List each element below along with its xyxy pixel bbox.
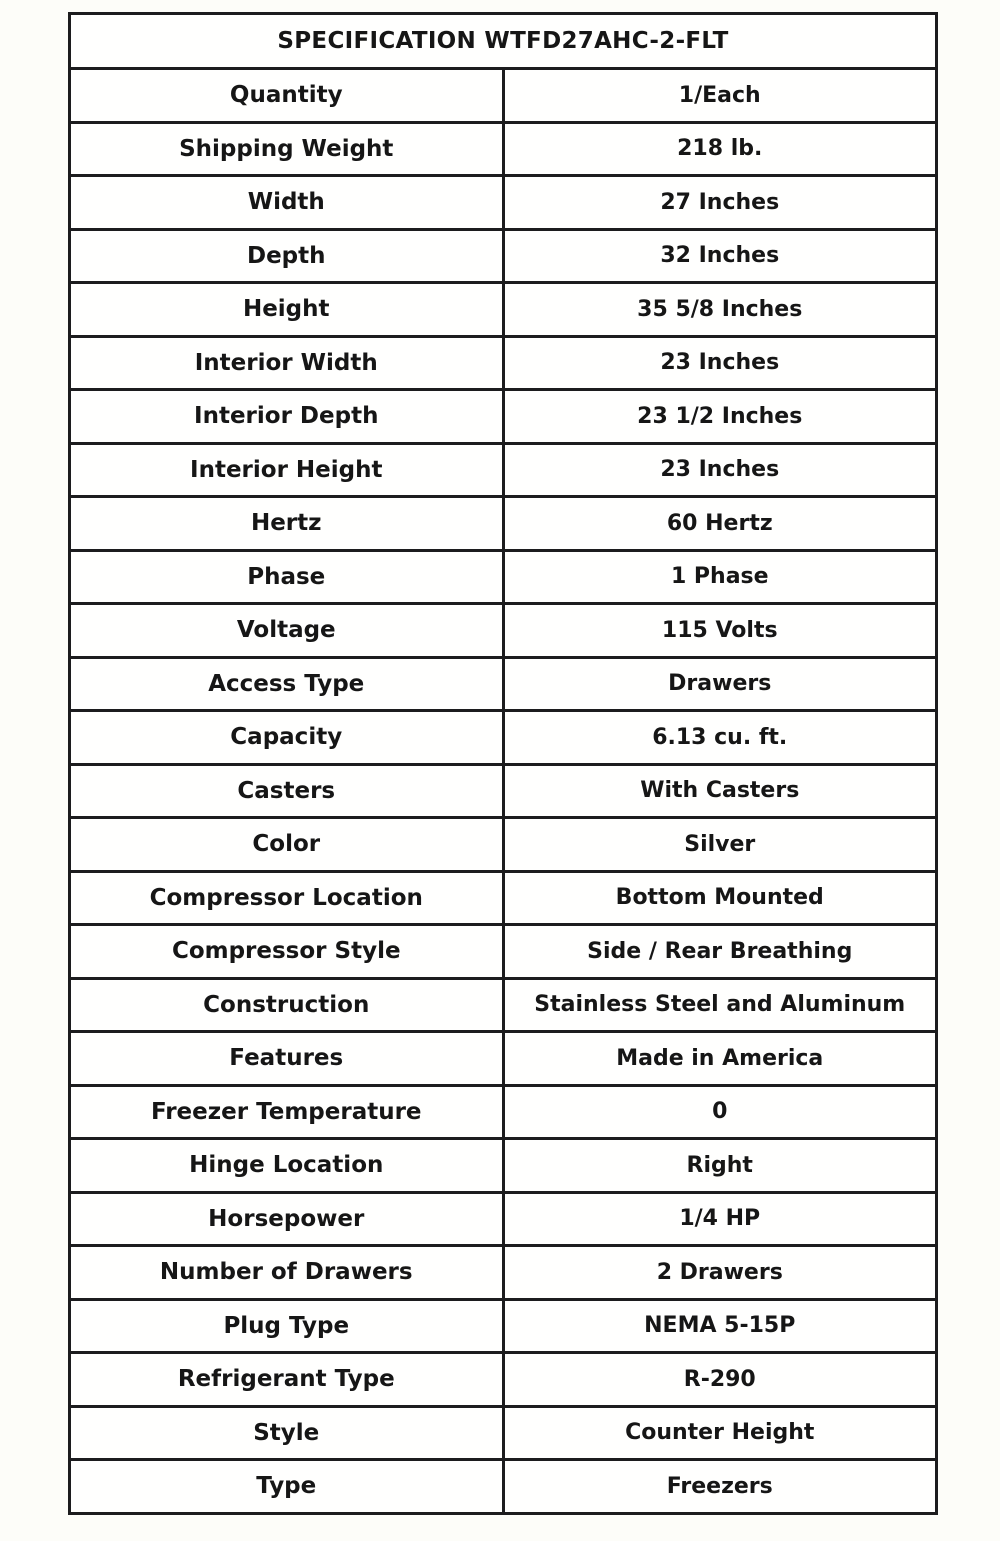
table-row: [70, 122, 937, 176]
spec-label: Color: [70, 818, 504, 872]
table-row: [70, 978, 937, 1032]
spec-value: R-290: [503, 1353, 937, 1407]
table-row: [70, 1139, 937, 1193]
spec-label: Freezer Temperature: [70, 1085, 504, 1139]
spec-label: Compressor Location: [70, 871, 504, 925]
spec-value: 0: [503, 1085, 937, 1139]
table-row: [70, 69, 937, 123]
table-row: [70, 818, 937, 872]
spec-value: NEMA 5-15P: [503, 1299, 937, 1353]
spec-value: 6.13 cu. ft.: [503, 711, 937, 765]
spec-label: Width: [70, 176, 504, 230]
table-row: [70, 390, 937, 444]
spec-label: Construction: [70, 978, 504, 1032]
spec-label: Number of Drawers: [70, 1246, 504, 1300]
spec-label: Hinge Location: [70, 1139, 504, 1193]
spec-label: Access Type: [70, 657, 504, 711]
spec-value: Stainless Steel and Aluminum: [503, 978, 937, 1032]
spec-label: Casters: [70, 764, 504, 818]
table-row: [70, 1085, 937, 1139]
table-row: [70, 1406, 937, 1460]
spec-label: Shipping Weight: [70, 122, 504, 176]
table-row: [70, 1192, 937, 1246]
table-row: [70, 1353, 937, 1407]
spec-value: 23 1/2 Inches: [503, 390, 937, 444]
table-row: [70, 283, 937, 337]
spec-label: Plug Type: [70, 1299, 504, 1353]
table-row: [70, 336, 937, 390]
spec-value: 218 lb.: [503, 122, 937, 176]
spec-value: 35 5/8 Inches: [503, 283, 937, 337]
table-row: [70, 764, 937, 818]
spec-label: Depth: [70, 229, 504, 283]
spec-label: Interior Width: [70, 336, 504, 390]
spec-label: Capacity: [70, 711, 504, 765]
spec-value: 1/4 HP: [503, 1192, 937, 1246]
spec-value: 1 Phase: [503, 550, 937, 604]
spec-value: 60 Hertz: [503, 497, 937, 551]
spec-value: Drawers: [503, 657, 937, 711]
spec-label: Hertz: [70, 497, 504, 551]
spec-value: 27 Inches: [503, 176, 937, 230]
spec-label: Height: [70, 283, 504, 337]
table-row: [70, 657, 937, 711]
spec-value: 115 Volts: [503, 604, 937, 658]
spec-value: Right: [503, 1139, 937, 1193]
table-row: [70, 604, 937, 658]
spec-label: Type: [70, 1460, 504, 1514]
spec-label: Interior Height: [70, 443, 504, 497]
table-row: [70, 176, 937, 230]
table-title: SPECIFICATION WTFD27AHC-2-FLT: [70, 14, 937, 69]
spec-value: Bottom Mounted: [503, 871, 937, 925]
spec-label: Interior Depth: [70, 390, 504, 444]
spec-label: Refrigerant Type: [70, 1353, 504, 1407]
spec-label: Voltage: [70, 604, 504, 658]
table-row: [70, 871, 937, 925]
spec-value: 32 Inches: [503, 229, 937, 283]
table-row: [70, 497, 937, 551]
table-header-row: [70, 14, 937, 69]
spec-label: Style: [70, 1406, 504, 1460]
specification-table: [68, 12, 938, 1515]
table-row: [70, 711, 937, 765]
spec-label: Horsepower: [70, 1192, 504, 1246]
spec-label: Quantity: [70, 69, 504, 123]
spec-value: 1/Each: [503, 69, 937, 123]
table-row: [70, 1032, 937, 1086]
spec-value: 23 Inches: [503, 336, 937, 390]
table-row: [70, 1460, 937, 1514]
spec-value: Made in America: [503, 1032, 937, 1086]
spec-value: Side / Rear Breathing: [503, 925, 937, 979]
table-row: [70, 229, 937, 283]
spec-value: 23 Inches: [503, 443, 937, 497]
table-row: [70, 443, 937, 497]
spec-label: Features: [70, 1032, 504, 1086]
spec-value: Counter Height: [503, 1406, 937, 1460]
spec-value: Silver: [503, 818, 937, 872]
table-row: [70, 1246, 937, 1300]
table-row: [70, 925, 937, 979]
spec-label: Compressor Style: [70, 925, 504, 979]
table-row: [70, 1299, 937, 1353]
spec-value: Freezers: [503, 1460, 937, 1514]
spec-value: With Casters: [503, 764, 937, 818]
spec-value: 2 Drawers: [503, 1246, 937, 1300]
table-row: [70, 550, 937, 604]
spec-label: Phase: [70, 550, 504, 604]
